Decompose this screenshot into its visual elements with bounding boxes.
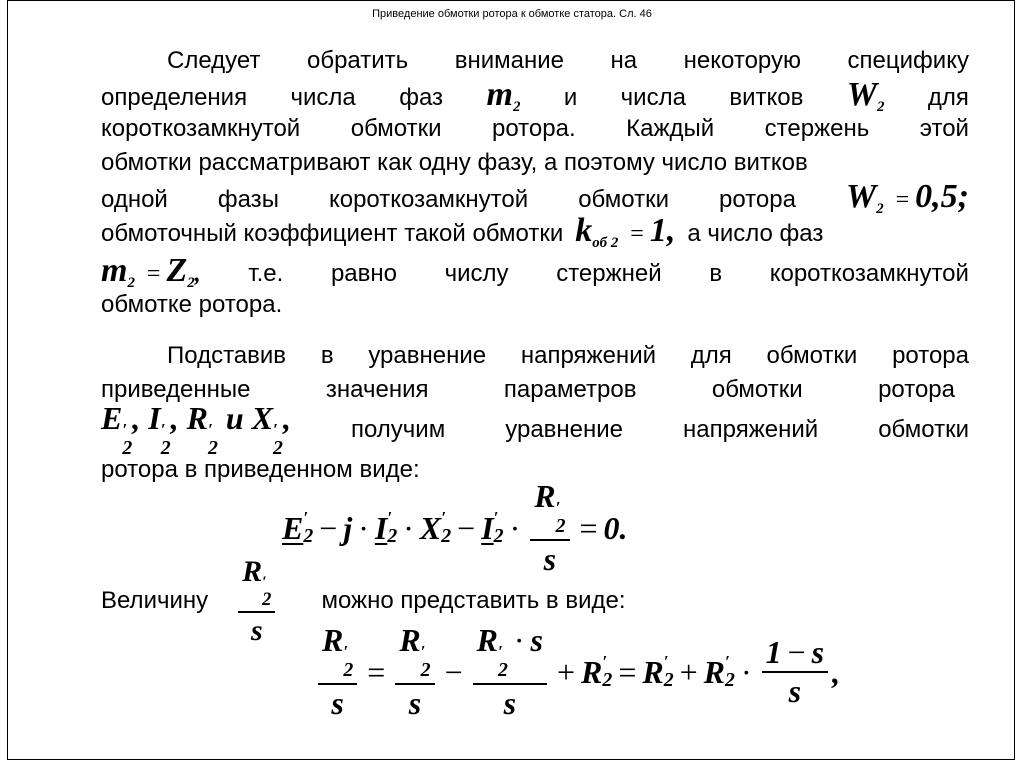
word: этой [919,115,969,142]
fraction: R ′ 2 s [395,624,434,720]
word: для [927,84,969,111]
word: для [690,342,732,369]
word: и [563,84,578,111]
word: ротора. [492,115,576,142]
formula-m2: $m_2$ [486,76,521,115]
word: стержень [764,115,870,142]
equation-decomposition: R ′ 2 s = R ′ 2 s − R ′ 2 · s s + R ′ 2 = R ′ 2 + R ′ 2 · $\frac{1 - s}{s}$ , [314,624,840,720]
slide-title: Приведение обмотки ротора к обмотке статора. Сл. 46 [372,8,652,20]
text-line: а число фаз [687,220,824,247]
word: числа [290,84,356,111]
word: специфику [847,47,969,74]
p2-line-3 [101,400,969,460]
p1-line-7 [101,252,969,291]
formula-params: E ′ 2 , I ′ 2 , R ′ 2 и X ′ 2 , [101,400,291,460]
formula-w2-value: $W_2 = 0,5$; [845,178,969,217]
word: в [709,260,723,287]
word: короткозамкнутой [769,260,969,287]
word: обмотки [766,342,858,369]
word: фаз [399,84,444,111]
word: Подставив [167,342,287,369]
fraction: R ′ 2 · s s [473,624,547,720]
word: фазы [217,186,279,213]
p1-line-5 [101,178,969,217]
word: короткозамкнутой [101,115,301,142]
p1-line-6 [101,214,969,254]
fraction: R ′ 2 s [318,624,357,720]
p1-line-8 [101,288,969,322]
word: обмотки [711,376,803,403]
word: на [610,47,638,74]
word: обмотки [878,416,969,443]
word: обратить [306,47,409,74]
p1-line-2 [101,76,969,115]
word: уравнение [505,416,624,443]
word: Следует [167,47,261,74]
word: определения [101,84,248,111]
word: одной [101,186,168,213]
word: параметров [503,376,637,403]
word: числу [444,260,509,287]
formula-k-ob2: $k_{об 2} = 1$, [575,212,676,251]
paragraph-1 [101,44,969,322]
word: обмотки [578,186,669,213]
word: обмотки [350,115,442,142]
text-line: обмотке ротора. [101,291,283,318]
text-line: обмоточный коэффициент такой обмотки [101,220,564,247]
word: ротора [892,342,969,369]
p1-line-4 [101,146,969,180]
word: Величину [101,587,209,615]
fraction: $\frac{1 - s}{s}$ [762,636,829,709]
text-line: ротора в приведенном виде: [101,456,420,483]
word: ротора [878,376,955,403]
word: равно [330,260,397,287]
word: короткозамкнутой [328,186,529,213]
p2-line-1 [101,339,969,373]
fraction-r2-s-inline: R ′ 2 s [238,556,275,647]
word: ротора [719,186,796,213]
word: уравнение [368,342,487,369]
word: напряжений [683,416,819,443]
text-line: обмотки рассматривают как одну фазу, а поэтому число витков [101,149,808,176]
fraction-r2-s: R ′ 2 s [530,480,569,576]
word: значения [325,376,429,403]
word: получим [350,416,446,443]
word: напряжений [520,342,656,369]
p1-line-3 [101,112,969,146]
word: витков [729,84,804,111]
formula-w2: $W_2$ [846,76,885,115]
word: числа [620,84,686,111]
word: приведенные [101,376,251,403]
word: т.е. [248,260,284,287]
word: внимание [454,47,564,74]
text-line: можно представить в виде: [321,587,626,615]
word: Каждый [626,115,715,142]
p1-line-1 [101,44,969,78]
formula-m2-z2: $m_2 = Z_2$, [101,252,201,291]
word: в [320,342,334,369]
word: некоторую [683,47,801,74]
equation-voltage: E ′ 2 − j · I ′ 2 · X ′ 2 − I ′ 2 · R ′ 2 s = 0. [282,478,628,577]
paragraph-2 [101,339,969,487]
word: стержней [556,260,662,287]
